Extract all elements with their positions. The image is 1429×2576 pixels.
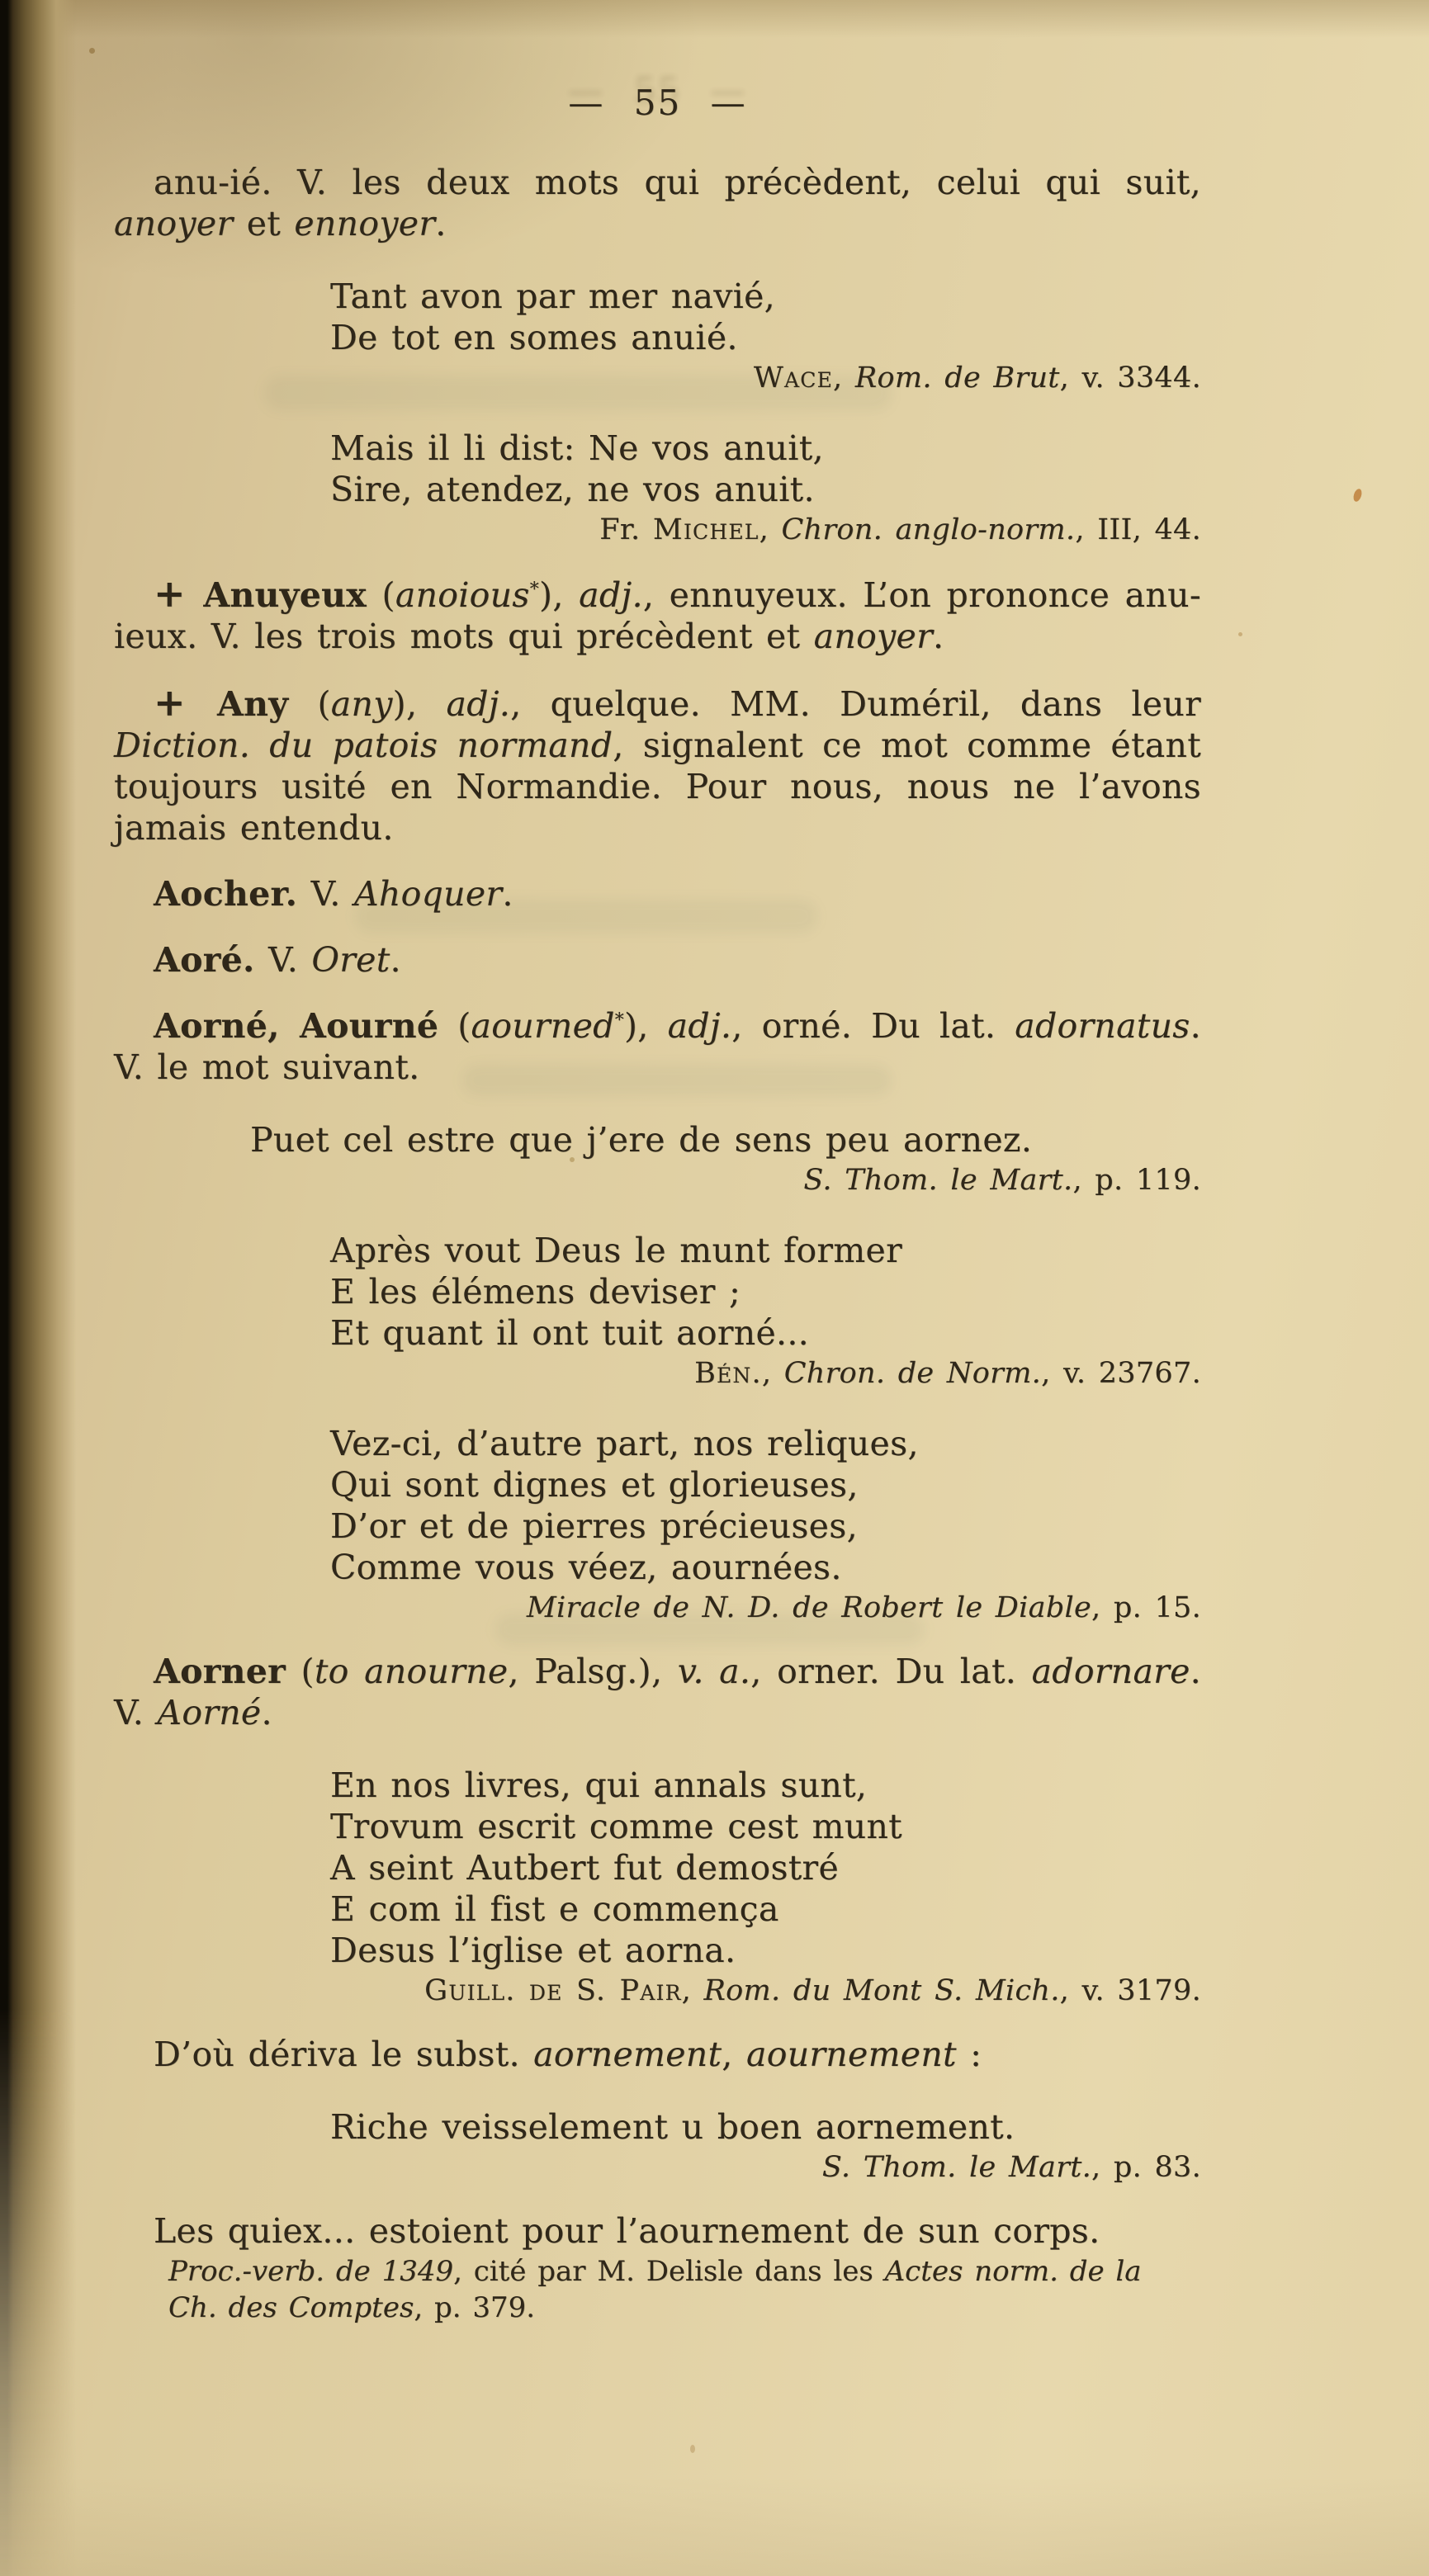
text-run: * [614, 1010, 624, 1031]
text-run: Guill. de S. Pair [424, 1974, 682, 2007]
text-run: adornare [1031, 1652, 1190, 1691]
verse-line [330, 1423, 1201, 1464]
text-run: Tant avon par mer navié, [330, 277, 775, 316]
text-run: Aoré. [154, 940, 255, 980]
citation-wace [114, 360, 1201, 396]
text-run: , [761, 1357, 784, 1390]
text-run: + [154, 680, 217, 725]
text-run: anoyer [114, 204, 234, 243]
verse-line [330, 2106, 1201, 2148]
text-run: anoyer [813, 617, 933, 656]
text-run: , signalent ce mot comme étant toujours usité en Normandie. Pour nous, nous ne l’avons jamais entendu. [114, 726, 1201, 848]
text-run: E les élémens deviser ; [330, 1272, 741, 1312]
verse-line [330, 428, 1201, 469]
text-run: to anourne [314, 1652, 509, 1691]
entry-anu-ie [114, 162, 1201, 244]
text-run: ( [438, 1006, 471, 1046]
text-run: V. [297, 874, 354, 914]
citation-miracle [114, 1590, 1201, 1626]
text-run: Actes norm. de la Ch. des Comptes [168, 2255, 1142, 2324]
verse-line [330, 1930, 1201, 1971]
text-run: aornement [533, 2035, 722, 2074]
text-run: ), [539, 575, 580, 615]
text-run: Aorné, Aourné [154, 1006, 439, 1046]
verse-line [330, 1505, 1201, 1547]
text-run: , [759, 513, 782, 546]
text-run: * [529, 579, 540, 600]
text-run: : [956, 2035, 982, 2074]
text-run: ennoyer [294, 204, 436, 243]
text-run: , orner. Du lat. [750, 1652, 1032, 1691]
quote-guillaume [330, 1765, 1201, 1971]
entry-any [114, 682, 1201, 848]
text-run: , v. 3179. [1059, 1974, 1201, 2007]
text-run: D’or et de pierres précieuses, [330, 1506, 858, 1546]
text-run: Any [216, 684, 289, 724]
text-run: Oret [311, 940, 390, 980]
text-run: , ennuyeux. L’on prononce anu-ieux. V. les trois mots qui précèdent et [114, 575, 1201, 656]
text-run: , p. 119. [1072, 1164, 1201, 1197]
entry-anuyeux [114, 573, 1201, 657]
text-run: . [390, 940, 401, 980]
text-run: , [833, 362, 855, 395]
text-run: ( [286, 1652, 315, 1691]
text-run: Chron. anglo-norm. [781, 513, 1076, 546]
verse-line [330, 1847, 1201, 1888]
text-run: E com il fist e commença [330, 1889, 779, 1929]
text-run: , p. 15. [1091, 1591, 1201, 1624]
text-run: Wace [753, 362, 834, 395]
quote-quiex [114, 2210, 1201, 2252]
text-run: Proc.-verb. de 1349 [168, 2255, 454, 2288]
text-run: . [502, 874, 513, 914]
text-run: De tot en somes anuié. [330, 318, 738, 357]
text-run: Bén. [694, 1357, 762, 1390]
entry-aorne [114, 1005, 1201, 1088]
quote-thom-119 [250, 1119, 1201, 1160]
citation-guillaume [114, 1973, 1201, 2009]
text-run: A seint Autbert fut demostré [330, 1848, 840, 1888]
text-run: Miracle de N. D. de Robert le Diable [526, 1591, 1092, 1624]
text-run: Comme vous véez, aournées. [330, 1548, 842, 1587]
text-run: , Palsg.), [508, 1652, 678, 1691]
text-run: aournement [745, 2035, 957, 2074]
citation-benoit [114, 1355, 1201, 1392]
text-run: S. Thom. le Mart. [803, 1164, 1073, 1197]
text-run: , quelque. MM. Duméril, dans leur [510, 684, 1201, 724]
text-run: Qui sont dignes et glorieuses, [330, 1465, 859, 1505]
text-run: adj. [446, 684, 511, 724]
text-run: ), [392, 684, 447, 724]
verse-line [330, 1888, 1201, 1930]
text-run: , v. 23767. [1041, 1357, 1201, 1390]
text-run: . V. le mot suivant. [114, 1006, 1201, 1087]
text-run: anoious [395, 575, 530, 615]
text-run: Aorné [157, 1693, 262, 1732]
text-run: Puet cel estre que j’ere de sens peu aornez. [250, 1120, 1033, 1160]
text-run: D’où dériva le subst. [154, 2035, 534, 2074]
text-run: Fr. [599, 513, 653, 546]
text-run: Ahoquer [353, 874, 503, 914]
text-run: Les quiex... estoient pour l’aournement de sun corps. [154, 2211, 1100, 2251]
verse-line [330, 317, 1201, 358]
text-run: ( [367, 575, 395, 615]
text-run: Chron. de Norm. [783, 1357, 1042, 1390]
text-run: Anuyeux [203, 575, 367, 615]
verse-line [330, 1765, 1201, 1806]
text-run: , [681, 1974, 704, 2007]
text-run: . [932, 617, 944, 656]
text-run: , cité par M. Delisle dans les [453, 2255, 885, 2288]
text-run: aourned [471, 1006, 615, 1046]
verse-line [330, 1271, 1201, 1312]
entry-aore [114, 939, 1201, 981]
citation-michel [114, 512, 1201, 548]
text-run: anu-ié. V. les deux mots qui précèdent, celui qui suit, [154, 163, 1201, 202]
text-run: Et quant il ont tuit aorné... [330, 1313, 810, 1353]
verse-line [330, 1464, 1201, 1505]
text-run: adj. [579, 575, 643, 615]
text-run: Trovum escrit comme cest munt [330, 1807, 902, 1846]
verse-line [330, 1806, 1201, 1847]
text-run: , p. 379. [414, 2291, 536, 2324]
verse-line [330, 469, 1201, 510]
citation-proc-verb [168, 2253, 1152, 2326]
text-run: Aorner [154, 1652, 286, 1691]
text-run: Desus l’iglise et aorna. [330, 1931, 736, 1970]
quote-miracle [330, 1423, 1201, 1588]
verse-line [330, 1547, 1201, 1588]
text-run: Riche veisselement u boen aornement. [330, 2107, 1015, 2147]
quote-thom-83 [330, 2106, 1201, 2148]
text-run: , III, 44. [1075, 513, 1201, 546]
page-number: — 55 — [568, 83, 747, 123]
text-run: Diction. du patois normand [114, 726, 613, 765]
text-run: adj. [667, 1006, 732, 1046]
verse-line [250, 1119, 1201, 1160]
text-run: V. [254, 940, 312, 980]
para-derivation [114, 2034, 1201, 2075]
text-run: adornatus [1015, 1006, 1190, 1046]
text-run: ( [288, 684, 331, 724]
citation-thom-83 [114, 2149, 1201, 2186]
text-run: . [435, 204, 447, 243]
text-run: et [233, 204, 295, 243]
text-run: Vez-ci, d’autre part, nos reliques, [330, 1424, 919, 1463]
quote-benoit [330, 1230, 1201, 1354]
text-run: , v. 3344. [1059, 362, 1201, 395]
text-blocks [114, 162, 1201, 2326]
text-run: , [722, 2035, 746, 2074]
text-run: Rom. de Brut [854, 362, 1060, 395]
text-run: Michel [652, 513, 759, 546]
text-run: , p. 83. [1091, 2151, 1201, 2184]
entry-aocher [114, 873, 1201, 915]
entry-aorner [114, 1651, 1201, 1733]
text-run: S. Thom. le Mart. [821, 2151, 1092, 2184]
verse-line [330, 1312, 1201, 1354]
verse-line [330, 1230, 1201, 1271]
citation-thom-119 [114, 1162, 1201, 1198]
paper-speck [690, 2445, 695, 2453]
text-run: Sire, atendez, ne vos anuit. [330, 470, 815, 509]
text-run: . [261, 1693, 272, 1732]
text-run: Mais il li dist: Ne vos anuit, [330, 428, 824, 468]
quote-wace [330, 276, 1201, 358]
text-run: Aocher. [154, 874, 298, 914]
text-run: Rom. du Mont S. Mich. [703, 1974, 1060, 2007]
text-run: any [330, 684, 393, 724]
text-run: En nos livres, qui annals sunt, [330, 1765, 868, 1805]
text-run: Après vout Deus le munt former [330, 1231, 902, 1270]
quote-michel [330, 428, 1201, 510]
text-run: + [154, 571, 204, 616]
text-run: ), [624, 1006, 668, 1046]
text-run: , orné. Du lat. [731, 1006, 1015, 1046]
verse-line [330, 276, 1201, 317]
text-run: v. a. [677, 1652, 751, 1691]
text-run: . V. [114, 1652, 1201, 1732]
